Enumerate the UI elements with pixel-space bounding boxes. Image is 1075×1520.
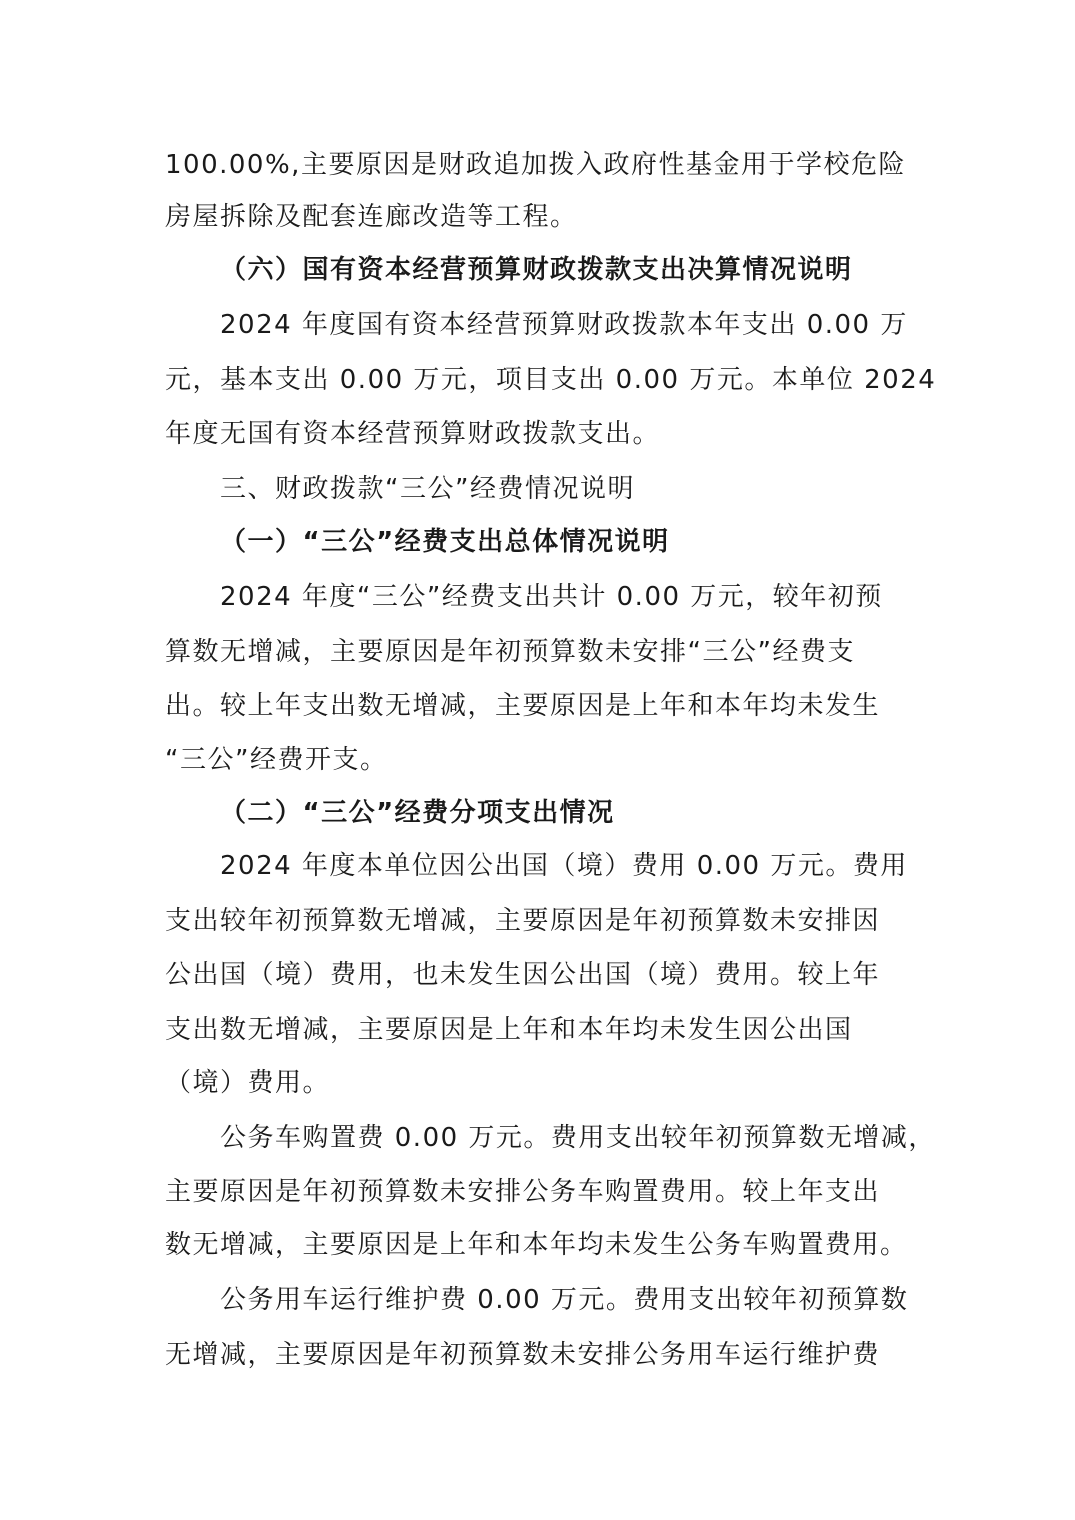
section-heading: （六）国有资本经营预算财政拨款支出决算情况说明 [220, 255, 853, 285]
paragraph-line: 2024 年度本单位因公出国（境）费用 0.00 万元。费用 [220, 851, 908, 881]
paragraph-line: 2024 年度“三公”经费支出共计 0.00 万元，较年初预 [220, 582, 883, 612]
paragraph-line: 100.00%,主要原因是财政追加拨入政府性基金用于学校危险 [165, 150, 906, 180]
section-heading: （二）“三公”经费分项支出情况 [220, 798, 615, 828]
paragraph-line: 2024 年度国有资本经营预算财政拨款本年支出 0.00 万 [220, 310, 908, 340]
paragraph-line: “三公”经费开支。 [165, 745, 388, 775]
paragraph-line: 公出国（境）费用，也未发生因公出国（境）费用。较上年 [165, 960, 881, 990]
paragraph-line: 房屋拆除及配套连廊改造等工程。 [165, 202, 578, 232]
paragraph-line: 主要原因是年初预算数未安排公务车购置费用。较上年支出 [165, 1177, 881, 1207]
paragraph-line: 支出较年初预算数无增减，主要原因是年初预算数未安排因 [165, 906, 881, 936]
paragraph-line: 元，基本支出 0.00 万元，项目支出 0.00 万元。本单位 2024 [165, 365, 937, 395]
paragraph-line: 公务用车运行维护费 0.00 万元。费用支出较年初预算数 [220, 1285, 909, 1315]
paragraph-line: 无增减，主要原因是年初预算数未安排公务用车运行维护费 [165, 1340, 881, 1370]
paragraph-line: 三、财政拨款“三公”经费情况说明 [220, 474, 635, 504]
paragraph-line: 年度无国有资本经营预算财政拨款支出。 [165, 419, 661, 449]
paragraph-line: 算数无增减，主要原因是年初预算数未安排“三公”经费支 [165, 637, 855, 667]
section-heading: （一）“三公”经费支出总体情况说明 [220, 527, 670, 557]
paragraph-line: （境）费用。 [165, 1068, 331, 1098]
paragraph-line: 支出数无增减，主要原因是上年和本年均未发生因公出国 [165, 1015, 853, 1045]
paragraph-line: 出。较上年支出数无增减，主要原因是上年和本年均未发生 [165, 691, 881, 721]
paragraph-line: 公务车购置费 0.00 万元。费用支出较年初预算数无增减， [220, 1123, 936, 1153]
paragraph-line: 数无增减，主要原因是上年和本年均未发生公务车购置费用。 [165, 1230, 908, 1260]
